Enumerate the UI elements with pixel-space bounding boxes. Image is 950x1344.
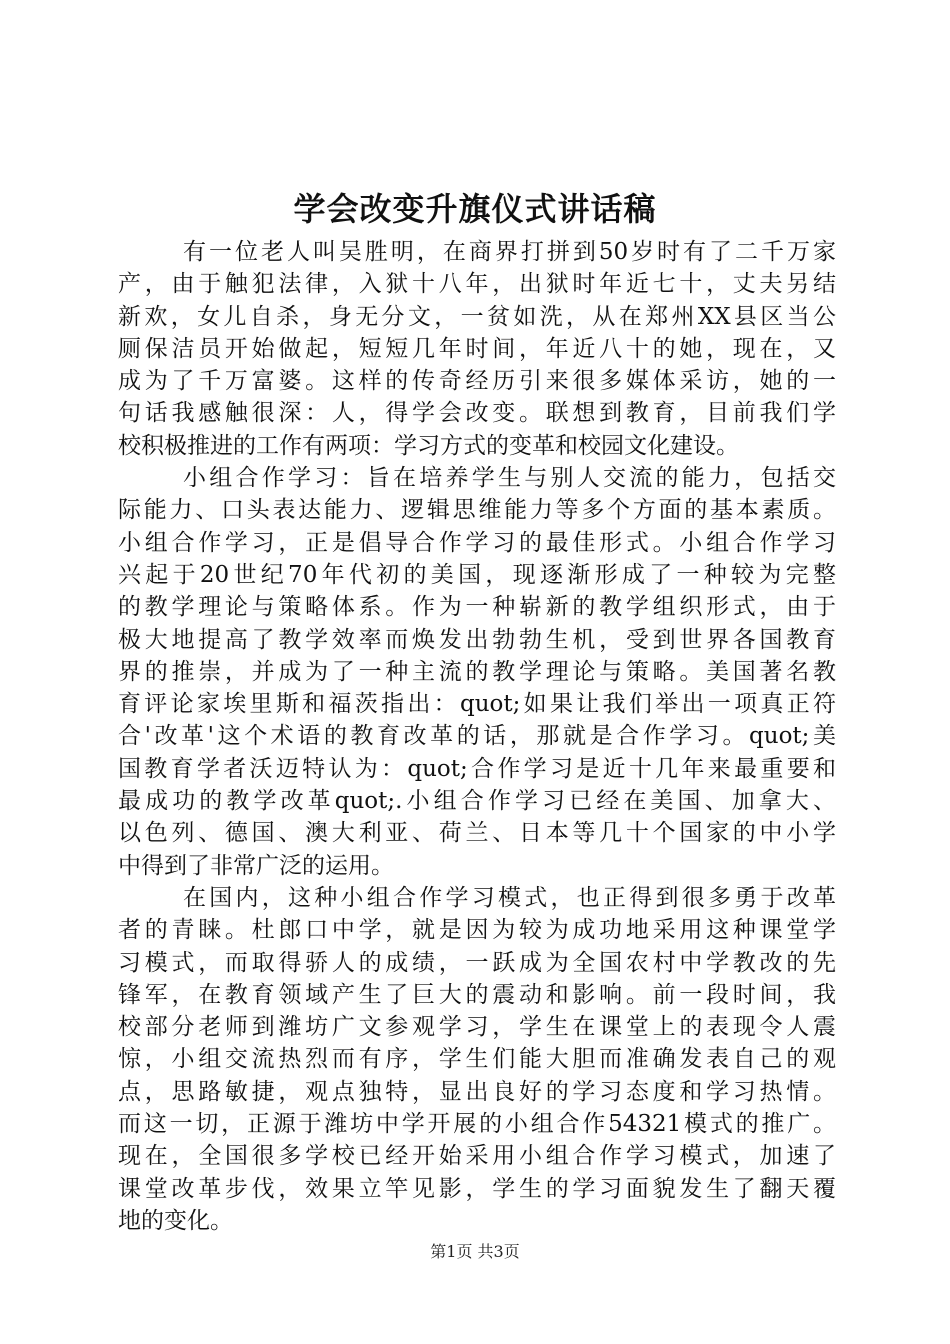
paragraph-line: 合'改革'这个术语的教育改革的话，那就是合作学习。quot;美 (118, 723, 836, 750)
paragraph (118, 882, 836, 1237)
paragraph-line: 现在，全国很多学校已经开始采用小组合作学习模式，加速了 (118, 1143, 836, 1170)
paragraph-line: 新欢，女儿自杀，身无分文，一贫如洗，从在郑州XX县区当公 (118, 303, 836, 330)
paragraph-line: 产，由于触犯法律，入狱十八年，出狱时年近七十，丈夫另结 (118, 271, 836, 298)
paragraph-line: 惊，小组交流热烈而有序，学生们能大胆而准确发表自己的观 (118, 1046, 836, 1073)
paragraph-line: 锋军，在教育领域产生了巨大的震动和影响。前一段时间，我 (118, 981, 836, 1008)
paragraph-line: 育评论家埃里斯和福茨指出：quot;如果让我们举出一项真正符 (118, 691, 836, 718)
paragraph-line: 习模式，而取得骄人的成绩，一跃成为全国农村中学教改的先 (118, 949, 836, 976)
paragraph-line: 国教育学者沃迈特认为：quot;合作学习是近十几年来最重要和 (118, 755, 836, 782)
paragraph-line: 界的推崇，并成为了一种主流的教学理论与策略。美国著名教 (118, 658, 836, 685)
paragraph-line: 者的青睐。杜郎口中学，就是因为较为成功地采用这种课堂学 (118, 917, 836, 944)
paragraph-line: 校部分老师到潍坊广文参观学习，学生在课堂上的表现令人震 (118, 1014, 836, 1041)
paragraph (118, 236, 836, 462)
paragraph-line: 最成功的教学改革quot;.小组合作学习已经在美国、加拿大、 (118, 788, 836, 815)
page-footer: 第1页 共3页 (430, 1242, 520, 1261)
paragraph-line: 有一位老人叫吴胜明，在商界打拼到50岁时有了二千万家 (183, 239, 836, 265)
paragraph-line: 厕保洁员开始做起，短短几年时间，年近八十的她，现在，又 (118, 335, 836, 362)
document-body (118, 236, 836, 1237)
paragraph-line: 兴起于20世纪70年代初的美国，现逐渐形成了一种较为完整 (118, 561, 836, 588)
paragraph-line: 句话我感触很深：人，得学会改变。联想到教育，目前我们学 (118, 400, 836, 427)
paragraph-line: 小组合作学习：旨在培养学生与别人交流的能力，包括交 (183, 465, 836, 492)
paragraph (118, 462, 836, 882)
paragraph-line: 小组合作学习，正是倡导合作学习的最佳形式。小组合作学习 (118, 529, 836, 556)
paragraph-line: 点，思路敏捷，观点独特，显出良好的学习态度和学习热情。 (118, 1078, 836, 1105)
paragraph-line: 在国内，这种小组合作学习模式，也正得到很多勇于改革 (183, 884, 836, 911)
paragraph-line: 以色列、德国、澳大利亚、荷兰、日本等几十个国家的中小学 (118, 820, 836, 847)
paragraph-line: 极大地提高了教学效率而焕发出勃勃生机，受到世界各国教育 (118, 626, 836, 653)
paragraph-line: 校积极推进的工作有两项：学习方式的变革和校园文化建设。 (118, 432, 739, 459)
paragraph-line: 的教学理论与策略体系。作为一种崭新的教学组织形式，由于 (118, 594, 836, 621)
paragraph-line: 而这一切，正源于潍坊中学开展的小组合作54321模式的推广。 (118, 1111, 836, 1138)
paragraph-line: 课堂改革步伐，效果立竿见影，学生的学习面貌发生了翻天覆 (118, 1175, 836, 1202)
document-title: 学会改变升旗仪式讲话稿 (293, 190, 657, 228)
paragraph-line: 地的变化。 (118, 1207, 233, 1234)
paragraph-line: 中得到了非常广泛的运用。 (118, 852, 394, 879)
paragraph-line: 际能力、口头表达能力、逻辑思维能力等多个方面的基本素质。 (118, 497, 836, 524)
paragraph-line: 成为了千万富婆。这样的传奇经历引来很多媒体采访，她的一 (118, 368, 836, 395)
